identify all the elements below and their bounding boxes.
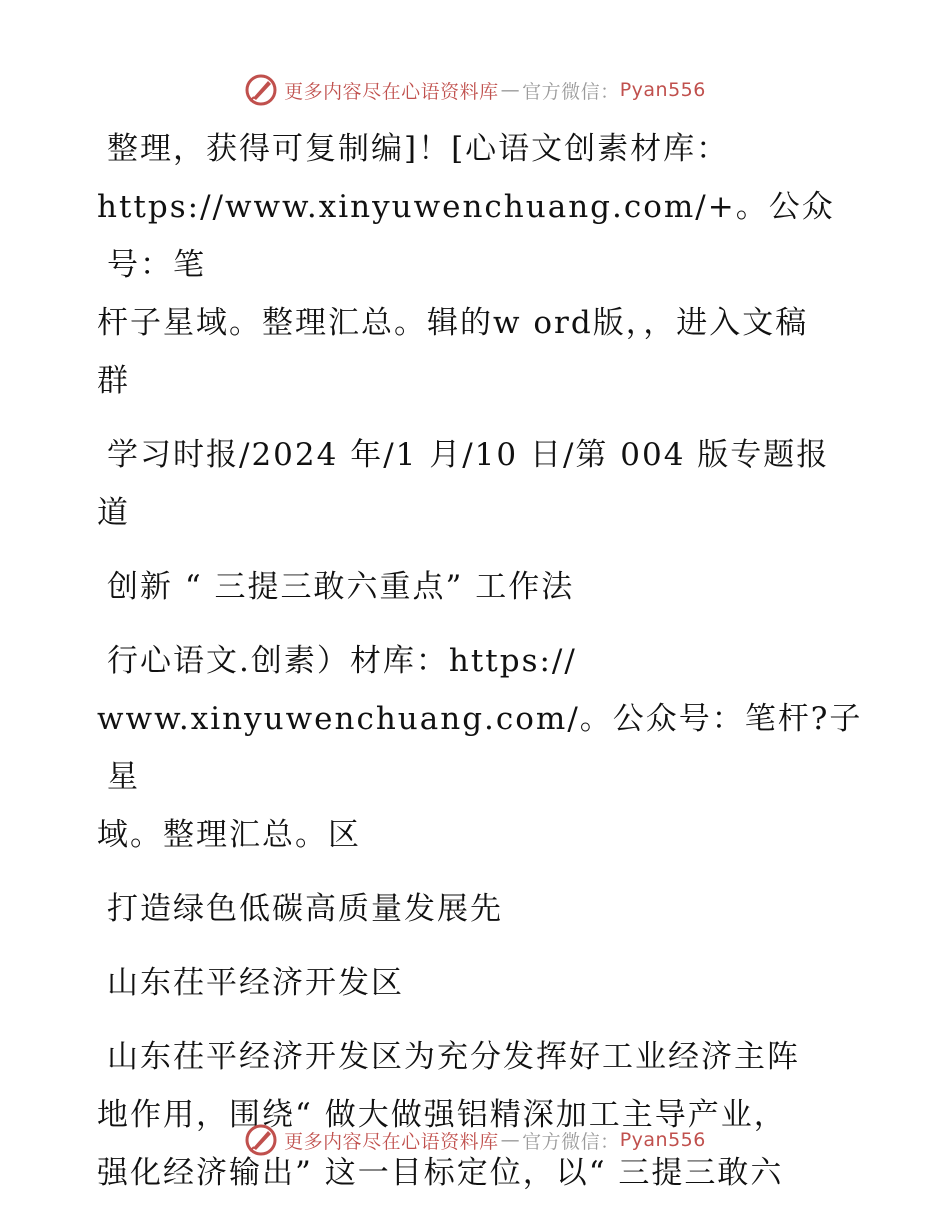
banner-wechat-label: 官方微信： [522, 80, 620, 103]
text-line: 整理，获得可复制编]！[心语文创素材库： [107, 131, 730, 167]
paragraph-subtitle [97, 880, 867, 938]
quill-seal-icon [244, 1123, 278, 1157]
paragraph-author [97, 954, 867, 1012]
text-line: 强化经济输出” 这一目标定位，以“ 三提三敢六 [97, 1155, 784, 1191]
paragraph-source [97, 426, 867, 542]
text-line: 杆子星域。整理汇总。辑的w ord版，，进入文稿 [97, 305, 809, 341]
text-line: 学习时报/2024 年/1 月/10 日/第 004 版专题报 [107, 437, 830, 473]
banner-dash: — [500, 1129, 521, 1151]
paragraph-watermark [97, 632, 867, 864]
banner-dash: — [500, 79, 521, 101]
footer-banner [0, 1120, 950, 1160]
text-line: 道 [97, 495, 130, 531]
text-line: www.xinyuwenchuang.com/。公众号：笔杆?子星 [97, 701, 863, 795]
banner-wechat-id: Pyan556 [619, 1129, 706, 1151]
banner-text: 更多内容尽在心语资料库 [284, 80, 499, 103]
text-line: 群 [97, 363, 130, 399]
text-line: 创新 “ 三提三敢六重点” 工作法 [107, 569, 575, 605]
text-line: 打造绿色低碳高质量发展先 [107, 891, 503, 927]
banner-wechat-id: Pyan556 [619, 79, 706, 101]
header-banner [0, 70, 950, 110]
text-line: 山东茌平经济开发区 [107, 965, 404, 1001]
text-line: 域。整理汇总。区 [97, 817, 361, 853]
document-body [97, 120, 867, 1218]
banner-wechat-label: 官方微信： [522, 1130, 620, 1153]
paragraph-body [97, 1028, 867, 1202]
quill-seal-icon [244, 73, 278, 107]
paragraph-title [97, 558, 867, 616]
text-line: 山东茌平经济开发区为充分发挥好工业经济主阵 [107, 1039, 800, 1075]
banner-text: 更多内容尽在心语资料库 [284, 1130, 499, 1153]
text-line: 地作用，围绕“ 做大做强铝精深加工主导产业， [97, 1097, 787, 1133]
text-line: https://www.xinyuwenchuang.com/+。公众号：笔 [97, 189, 835, 283]
text-line: 行心语文.创素）材库：https:// [107, 643, 577, 679]
paragraph-intro [97, 120, 867, 410]
